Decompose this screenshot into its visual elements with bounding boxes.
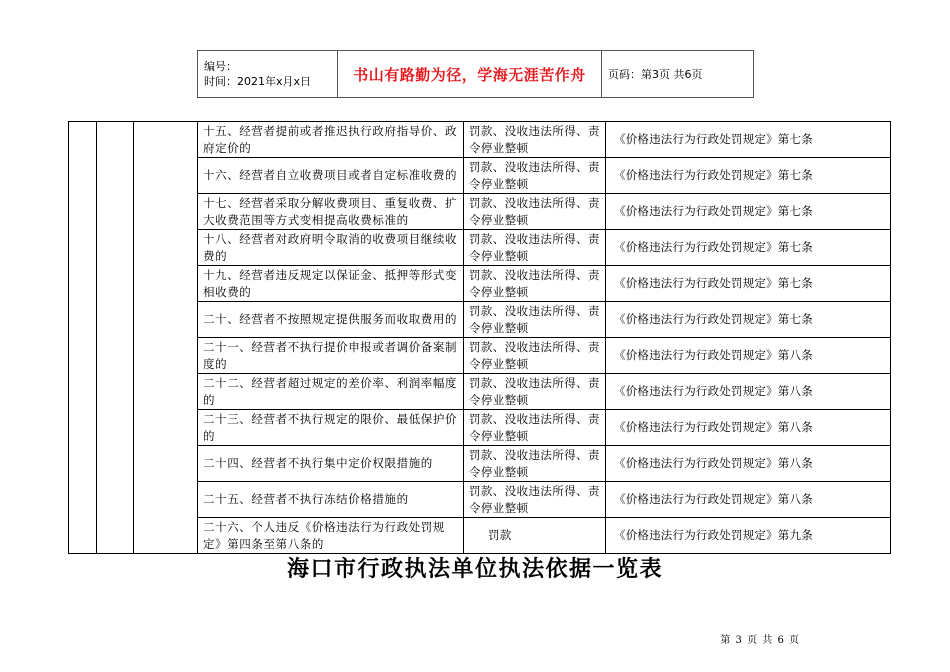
violation-item: 十七、经营者采取分解收费项目、重复收费、扩大收费范围等方式变相提高收费标准的 [198, 194, 464, 230]
table-row [69, 122, 891, 158]
penalty-type: 罚款、没收违法所得、责令停业整顿 [464, 374, 606, 410]
legal-basis: 《价格违法行为行政处罚规定》第八条 [606, 410, 891, 446]
penalty-type: 罚款、没收违法所得、责令停业整顿 [464, 122, 606, 158]
penalty-type: 罚款、没收违法所得、责令停业整顿 [464, 410, 606, 446]
legal-basis: 《价格违法行为行政处罚规定》第八条 [606, 374, 891, 410]
legal-basis: 《价格违法行为行政处罚规定》第七条 [606, 302, 891, 338]
merged-blank-cell [134, 122, 198, 554]
legal-basis: 《价格违法行为行政处罚规定》第七条 [606, 266, 891, 302]
merged-blank-cell [69, 122, 97, 554]
header-motto: 书山有路勤为径，学海无涯苦作舟 [338, 51, 602, 98]
table-body [69, 122, 891, 554]
penalty-type: 罚款 [464, 518, 606, 554]
violation-item: 十八、经营者对政府明令取消的收费项目继续收费的 [198, 230, 464, 266]
violation-item: 二十二、经营者超过规定的差价率、利润率幅度的 [198, 374, 464, 410]
legal-basis: 《价格违法行为行政处罚规定》第九条 [606, 518, 891, 554]
penalty-type: 罚款、没收违法所得、责令停业整顿 [464, 482, 606, 518]
penalty-type: 罚款、没收违法所得、责令停业整顿 [464, 446, 606, 482]
violation-item: 十五、经营者提前或者推迟执行政府指导价、政府定价的 [198, 122, 464, 158]
violation-item: 十六、经营者自立收费项目或者自定标准收费的 [198, 158, 464, 194]
page-footer: 第 3 页 共 6 页 [720, 635, 800, 646]
legal-basis: 《价格违法行为行政处罚规定》第七条 [606, 230, 891, 266]
violation-item: 二十一、经营者不执行提价申报或者调价备案制度的 [198, 338, 464, 374]
legal-basis: 《价格违法行为行政处罚规定》第八条 [606, 338, 891, 374]
violation-item: 二十四、经营者不执行集中定价权限措施的 [198, 446, 464, 482]
page-header [197, 50, 754, 98]
time-label: 时间：2021年x月x日 [204, 75, 312, 88]
header-meta [198, 51, 338, 98]
merged-blank-cell [97, 122, 134, 554]
enforcement-basis-table [68, 121, 891, 554]
legal-basis: 《价格违法行为行政处罚规定》第七条 [606, 122, 891, 158]
legal-basis: 《价格违法行为行政处罚规定》第八条 [606, 446, 891, 482]
penalty-type: 罚款、没收违法所得、责令停业整顿 [464, 230, 606, 266]
penalty-type: 罚款、没收违法所得、责令停业整顿 [464, 194, 606, 230]
document-title: 海口市行政执法单位执法依据一览表 [286, 556, 663, 582]
penalty-type: 罚款、没收违法所得、责令停业整顿 [464, 338, 606, 374]
number-label: 编号： [204, 60, 237, 73]
violation-item: 二十、经营者不按照规定提供服务而收取费用的 [198, 302, 464, 338]
penalty-type: 罚款、没收违法所得、责令停业整顿 [464, 302, 606, 338]
penalty-type: 罚款、没收违法所得、责令停业整顿 [464, 158, 606, 194]
header-page-info: 页码：第3页 共6页 [602, 51, 754, 98]
penalty-type: 罚款、没收违法所得、责令停业整顿 [464, 266, 606, 302]
violation-item: 二十六、个人违反《价格违法行为行政处罚规定》第四条至第八条的 [198, 518, 464, 554]
violation-item: 十九、经营者违反规定以保证金、抵押等形式变相收费的 [198, 266, 464, 302]
violation-item: 二十五、经营者不执行冻结价格措施的 [198, 482, 464, 518]
legal-basis: 《价格违法行为行政处罚规定》第八条 [606, 482, 891, 518]
violation-item: 二十三、经营者不执行规定的限价、最低保护价的 [198, 410, 464, 446]
legal-basis: 《价格违法行为行政处罚规定》第七条 [606, 194, 891, 230]
legal-basis: 《价格违法行为行政处罚规定》第七条 [606, 158, 891, 194]
